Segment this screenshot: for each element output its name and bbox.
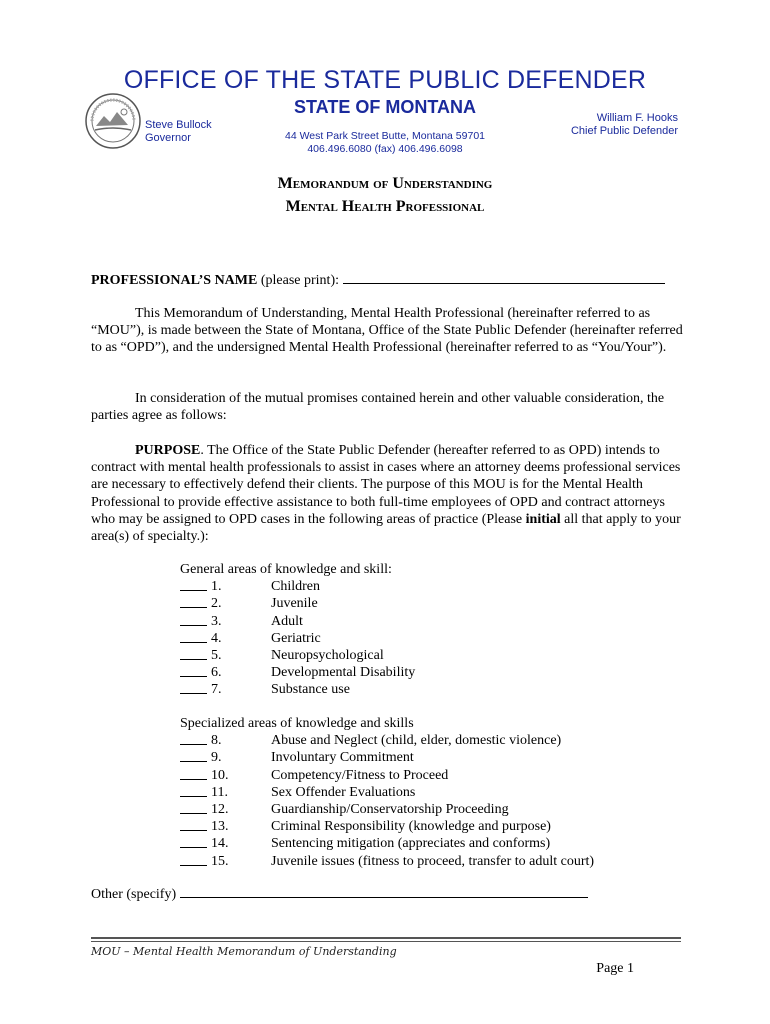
- item-label: Sex Offender Evaluations: [271, 784, 416, 800]
- item-number: 15.: [211, 853, 229, 869]
- professional-name-hint: (please print):: [257, 273, 343, 288]
- item-number: 7.: [211, 682, 222, 698]
- list-item: [180, 613, 392, 630]
- list-item: [180, 835, 551, 852]
- page-number: Page 1: [596, 961, 634, 976]
- professional-name-field: [91, 270, 665, 289]
- item-label: Substance use: [271, 682, 350, 698]
- consideration-paragraph-text: In consideration of the mutual promises contained herein and other valuable consideration, the parties agree as follows:: [91, 391, 665, 424]
- governor-name: Steve Bullock: [145, 119, 212, 131]
- item-number: 8.: [211, 733, 222, 749]
- initial-blank[interactable]: [180, 767, 207, 780]
- other-specify-input[interactable]: [180, 884, 588, 898]
- initial-blank[interactable]: [180, 630, 207, 643]
- list-item: [180, 578, 392, 595]
- item-number: 5.: [211, 647, 222, 663]
- item-label: Neuropsychological: [271, 647, 384, 663]
- initial-blank[interactable]: [180, 732, 207, 745]
- specialized-areas-list: [180, 715, 595, 870]
- item-number: 4.: [211, 630, 222, 646]
- initial-blank[interactable]: [180, 578, 207, 591]
- list-item: [180, 784, 414, 801]
- list-item: [180, 767, 449, 784]
- initial-blank[interactable]: [180, 613, 207, 626]
- item-number: 13.: [211, 819, 229, 835]
- initial-blank[interactable]: [180, 749, 207, 762]
- purpose-initial: initial: [525, 511, 561, 527]
- item-number: 14.: [211, 836, 229, 852]
- item-number: 2.: [211, 596, 222, 612]
- list-item: [180, 853, 595, 870]
- footer-divider-thin: [91, 941, 681, 942]
- purpose-paragraph: [91, 442, 687, 545]
- initial-blank[interactable]: [180, 801, 207, 814]
- purpose-lead: PURPOSE: [135, 443, 201, 458]
- item-label: Geriatric: [271, 630, 321, 646]
- state-title: STATE OF MONTANA: [294, 97, 476, 117]
- item-number: 3.: [211, 613, 222, 629]
- item-label: Juvenile: [271, 596, 318, 612]
- list-item: [180, 749, 414, 766]
- memo-title: [0, 172, 770, 218]
- list-item: [180, 818, 551, 835]
- list-item: [180, 630, 392, 647]
- item-label: Involuntary Commitment: [271, 750, 414, 766]
- item-label: Adult: [271, 613, 303, 629]
- professional-name-input[interactable]: [343, 270, 665, 284]
- consideration-paragraph: [91, 390, 687, 424]
- list-item: [180, 732, 562, 749]
- item-label: Abuse and Neglect (child, elder, domestic violence): [271, 733, 562, 749]
- chief-name: William F. Hooks: [596, 112, 678, 124]
- item-number: 12.: [211, 801, 229, 817]
- professional-name-label: PROFESSIONAL’S NAME: [91, 273, 258, 288]
- list-item: [180, 664, 416, 681]
- memo-title-line-2: Mental Health Professional: [285, 198, 485, 215]
- initial-blank[interactable]: [180, 818, 207, 831]
- initial-blank[interactable]: [180, 835, 207, 848]
- initial-blank[interactable]: [180, 647, 207, 660]
- general-areas-list: [180, 561, 416, 699]
- memo-title-line-1: Memorandum of Understanding: [277, 175, 493, 192]
- item-label: Juvenile issues (fitness to proceed, transfer to adult court): [271, 853, 595, 869]
- general-areas-heading: General areas of knowledge and skill:: [180, 562, 392, 577]
- footer-divider: [91, 937, 681, 939]
- purpose-text-2: all that apply to your area(s) of specialty.):: [91, 511, 681, 545]
- list-item: [180, 801, 509, 818]
- initial-blank[interactable]: [180, 784, 207, 797]
- address-line-1: 44 West Park Street Butte, Montana 59701: [284, 130, 485, 142]
- initial-blank[interactable]: [180, 853, 207, 866]
- initial-blank[interactable]: [180, 664, 207, 677]
- initial-blank[interactable]: [180, 595, 207, 608]
- governor-title: Governor: [145, 132, 191, 144]
- other-specify-label: Other (specify): [91, 887, 180, 902]
- address-line-2: 406.496.6080 (fax) 406.496.6098: [307, 143, 463, 155]
- item-number: 9.: [211, 750, 222, 766]
- intro-paragraph-text: This Memorandum of Understanding, Mental Health Professional (hereinafter referred to as “MOU”), is made between the State of Montana, Office of the State Public Defender (hereinafter referred to as “OPD”), and the undersigned Mental Health Professional (hereinafter referred to as “You/Your”).: [91, 306, 683, 356]
- item-number: 11.: [211, 784, 228, 800]
- item-number: 10.: [211, 767, 229, 783]
- item-number: 6.: [211, 665, 222, 681]
- item-label: Criminal Responsibility (knowledge and purpose): [271, 819, 551, 835]
- item-number: 1.: [211, 579, 222, 595]
- intro-paragraph: [91, 305, 687, 357]
- list-item: [180, 681, 392, 698]
- item-label: Sentencing mitigation (appreciates and conforms): [271, 836, 551, 852]
- initial-blank[interactable]: [180, 681, 207, 694]
- chief-title: Chief Public Defender: [570, 125, 678, 137]
- office-title: OFFICE OF THE STATE PUBLIC DEFENDER: [123, 66, 647, 94]
- chief-block: [571, 112, 678, 138]
- item-label: Guardianship/Conservatorship Proceeding: [271, 801, 509, 817]
- list-item: [180, 647, 392, 664]
- specialized-areas-heading: Specialized areas of knowledge and skills: [180, 716, 414, 731]
- purpose-text-1: . The Office of the State Public Defender (hereafter referred to as OPD) intends to contract with mental health professionals to assist in cases where an attorney deems professional services are necessary to effectively defend their clients. The purpose of this MOU is for the Mental Health Professional to provide effective assistance to both full-time employees of OPD and contract attorneys who may be assigned to OPD cases in the following areas of practice (Please: [91, 443, 681, 527]
- footer-title: MOU – Mental Health Memorandum of Understanding: [91, 945, 397, 958]
- other-specify-field: [91, 884, 588, 903]
- item-label: Developmental Disability: [271, 665, 416, 681]
- item-label: Children: [271, 579, 320, 595]
- list-item: [180, 595, 392, 612]
- item-label: Competency/Fitness to Proceed: [271, 767, 449, 783]
